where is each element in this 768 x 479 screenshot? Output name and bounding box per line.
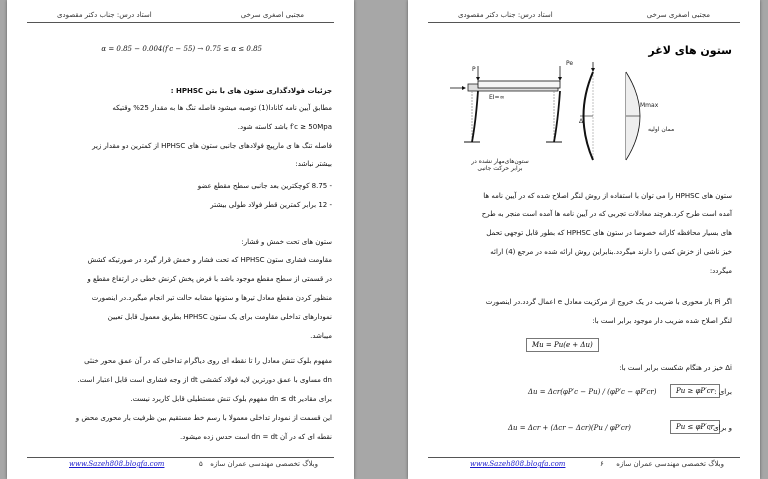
- formula-alpha: α = 0.85 − 0.004(f′c − 55) → 0.75 ≤ α ≤ 0.85: [101, 45, 262, 53]
- paragraph-line: میباشد.: [310, 332, 332, 340]
- formula-mu: Mu = Pu(e + Δu): [526, 338, 599, 352]
- paragraph-line: dn مساوی با عمق دورترین لایه فولاد کششی dt از وجه فشاری است قابل اعتبار است.: [77, 376, 332, 384]
- figure-label-pe: Pe: [566, 60, 574, 67]
- paragraph-line: مقاومت فشاری ستون HPHSC که تحت فشار و خمش قرار گیرد در صورتیکه کشش: [87, 256, 332, 264]
- formula-condition-1: Pu ≥ φP′cr: [670, 384, 720, 398]
- page-header: [428, 10, 740, 23]
- formula-delta-2: Δu = Δcr + (Δcr − Δcr)(Pu / φP′cr): [508, 424, 631, 432]
- paragraph-line: - 8.75 کوچکترین بعد جانبی سطح مقطع عضو: [197, 182, 332, 190]
- document-page-left: [7, 0, 354, 479]
- paragraph-line: های بسیار محافظه کارانه خصوصا در ستون های HPHSC که بطور قابل توجهی تحمل: [486, 229, 732, 237]
- formula-condition-2: Pu ≤ φP′cr: [670, 420, 720, 434]
- paragraph-line: اگر Pi بار محوری با ضریب در یک خروج از مرکزیت معادل e اعمال گردد.در اینصورت: [485, 298, 732, 306]
- header-instructor: استاد درس: جناب دکتر مقصودی: [57, 11, 152, 19]
- paragraph-line: ستون های HPHSC را می توان با استفاده از روش لنگر اصلاح شده که در آیین نامه ها: [483, 192, 732, 200]
- paragraph-line: منظور کردن مقطع معادل تیرها و ستونها مشابه حالت تیر انجام میگیرد.در اینصورت: [91, 294, 332, 302]
- header-author: مجتبی اصغری سرخی: [240, 11, 304, 19]
- paragraph-line: f′c ≥ 50Mpa باشد کاسته شود.: [237, 123, 332, 131]
- paragraph-line: خیز ناشی از خزش کمی را دارند میگردد.بنابراین روش ارائه شده در مرجع (4) ارائه: [490, 248, 732, 256]
- page-footer: [428, 457, 740, 470]
- paragraph-line: جزئیات فولادگذاری ستون های با بتن HPHSC :: [170, 87, 332, 95]
- figure-label-moment: ممان اولیه: [648, 126, 675, 133]
- section-heading: ستون های تحت خمش و فشار:: [241, 238, 332, 246]
- page-header: [27, 10, 334, 23]
- page-number: ۵: [199, 460, 203, 468]
- paragraph-line: نمودارهای تداخلی مقاومت برای یک ستون HPHSC بطریق معمول قابل تعیین: [107, 313, 332, 321]
- page-number: ۶: [600, 460, 604, 468]
- paragraph-line: میگردد:: [709, 267, 732, 275]
- paragraph-line: مفهوم بلوک تنش معادل را تا نقطه ای روی دیاگرام تداخلی که در آن عمق محور خنثی: [84, 357, 332, 365]
- page-footer: [27, 457, 334, 470]
- paragraph-line: در قسمتی از سطح مقطع موجود باشد با فرض پخش کرنش خطی در ارتفاع مقطع و: [87, 275, 332, 283]
- figure-caption: ستون‌های‌مهار نشده در برابر حرکت جانبی: [471, 158, 529, 172]
- paragraph-line: Δi خیز در هنگام شکست برابر است با:: [619, 364, 732, 372]
- footer-url-link[interactable]: www.Sazeh808.blogfa.com: [69, 460, 165, 468]
- figure-label-mmax: Mmax: [640, 102, 659, 109]
- figure-label-ei: EI=∞: [489, 94, 505, 101]
- paragraph-line: آمده است طرح کرد.هرچند معادلات تجربی که در آیین نامه ها آمده است منجر به طرح: [481, 210, 732, 218]
- header-instructor: استاد درس: جناب دکتر مقصودی: [458, 11, 553, 19]
- footer-blog-name: وبلاگ تخصصی مهندسی عمران سازه: [616, 460, 724, 468]
- document-page-right: [408, 0, 760, 479]
- footer-url-link[interactable]: www.Sazeh808.blogfa.com: [470, 460, 566, 468]
- figure-label-p: P: [472, 66, 476, 73]
- paragraph-line: - 12 برابر کمترین قطر فولاد طولی بیشتر: [210, 201, 332, 209]
- section-title: ستون های لاغر: [648, 44, 732, 57]
- footer-blog-name: وبلاگ تخصصی مهندسی عمران سازه: [210, 460, 318, 468]
- paragraph-line: برای :: [714, 388, 732, 396]
- formula-delta-1: Δu = Δcr(φP′c − Pu) / (φP′c − φP′cr): [528, 388, 657, 396]
- paragraph-line: فاصله تنگ ها ی مارپیچ فولادهای جانبی ستون های HPHSC از کمترین دو مقدار زیر: [92, 142, 332, 150]
- paragraph-line: بیشتر نباشد:: [295, 160, 332, 168]
- paragraph-line: لنگر اصلاح شده ضریب دار موجود برابر است با:: [592, 317, 732, 325]
- paragraph-line: برای مقادیر dn ≤ dt مفهوم بلوک تنش مستطیلی قابل کاربرد نیست.: [130, 395, 332, 403]
- paragraph-line: این قسمت از نمودار تداخلی معمولا با رسم خط مستقیم بین ظرفیت بار محوری محض و: [75, 414, 332, 422]
- paragraph-line: مطابق آیین نامه کانادا(1) توصیه میشود فاصله تنگ ها به مقدار 25% وقتیکه: [112, 104, 332, 112]
- figure-label-delta: Δ: [579, 118, 584, 125]
- paragraph-line: و برای :: [708, 424, 732, 432]
- header-author: مجتبی اصغری سرخی: [646, 11, 710, 19]
- paragraph-line: نقطه ای که در آن dn = dt است حدس زده میشود.: [180, 433, 332, 441]
